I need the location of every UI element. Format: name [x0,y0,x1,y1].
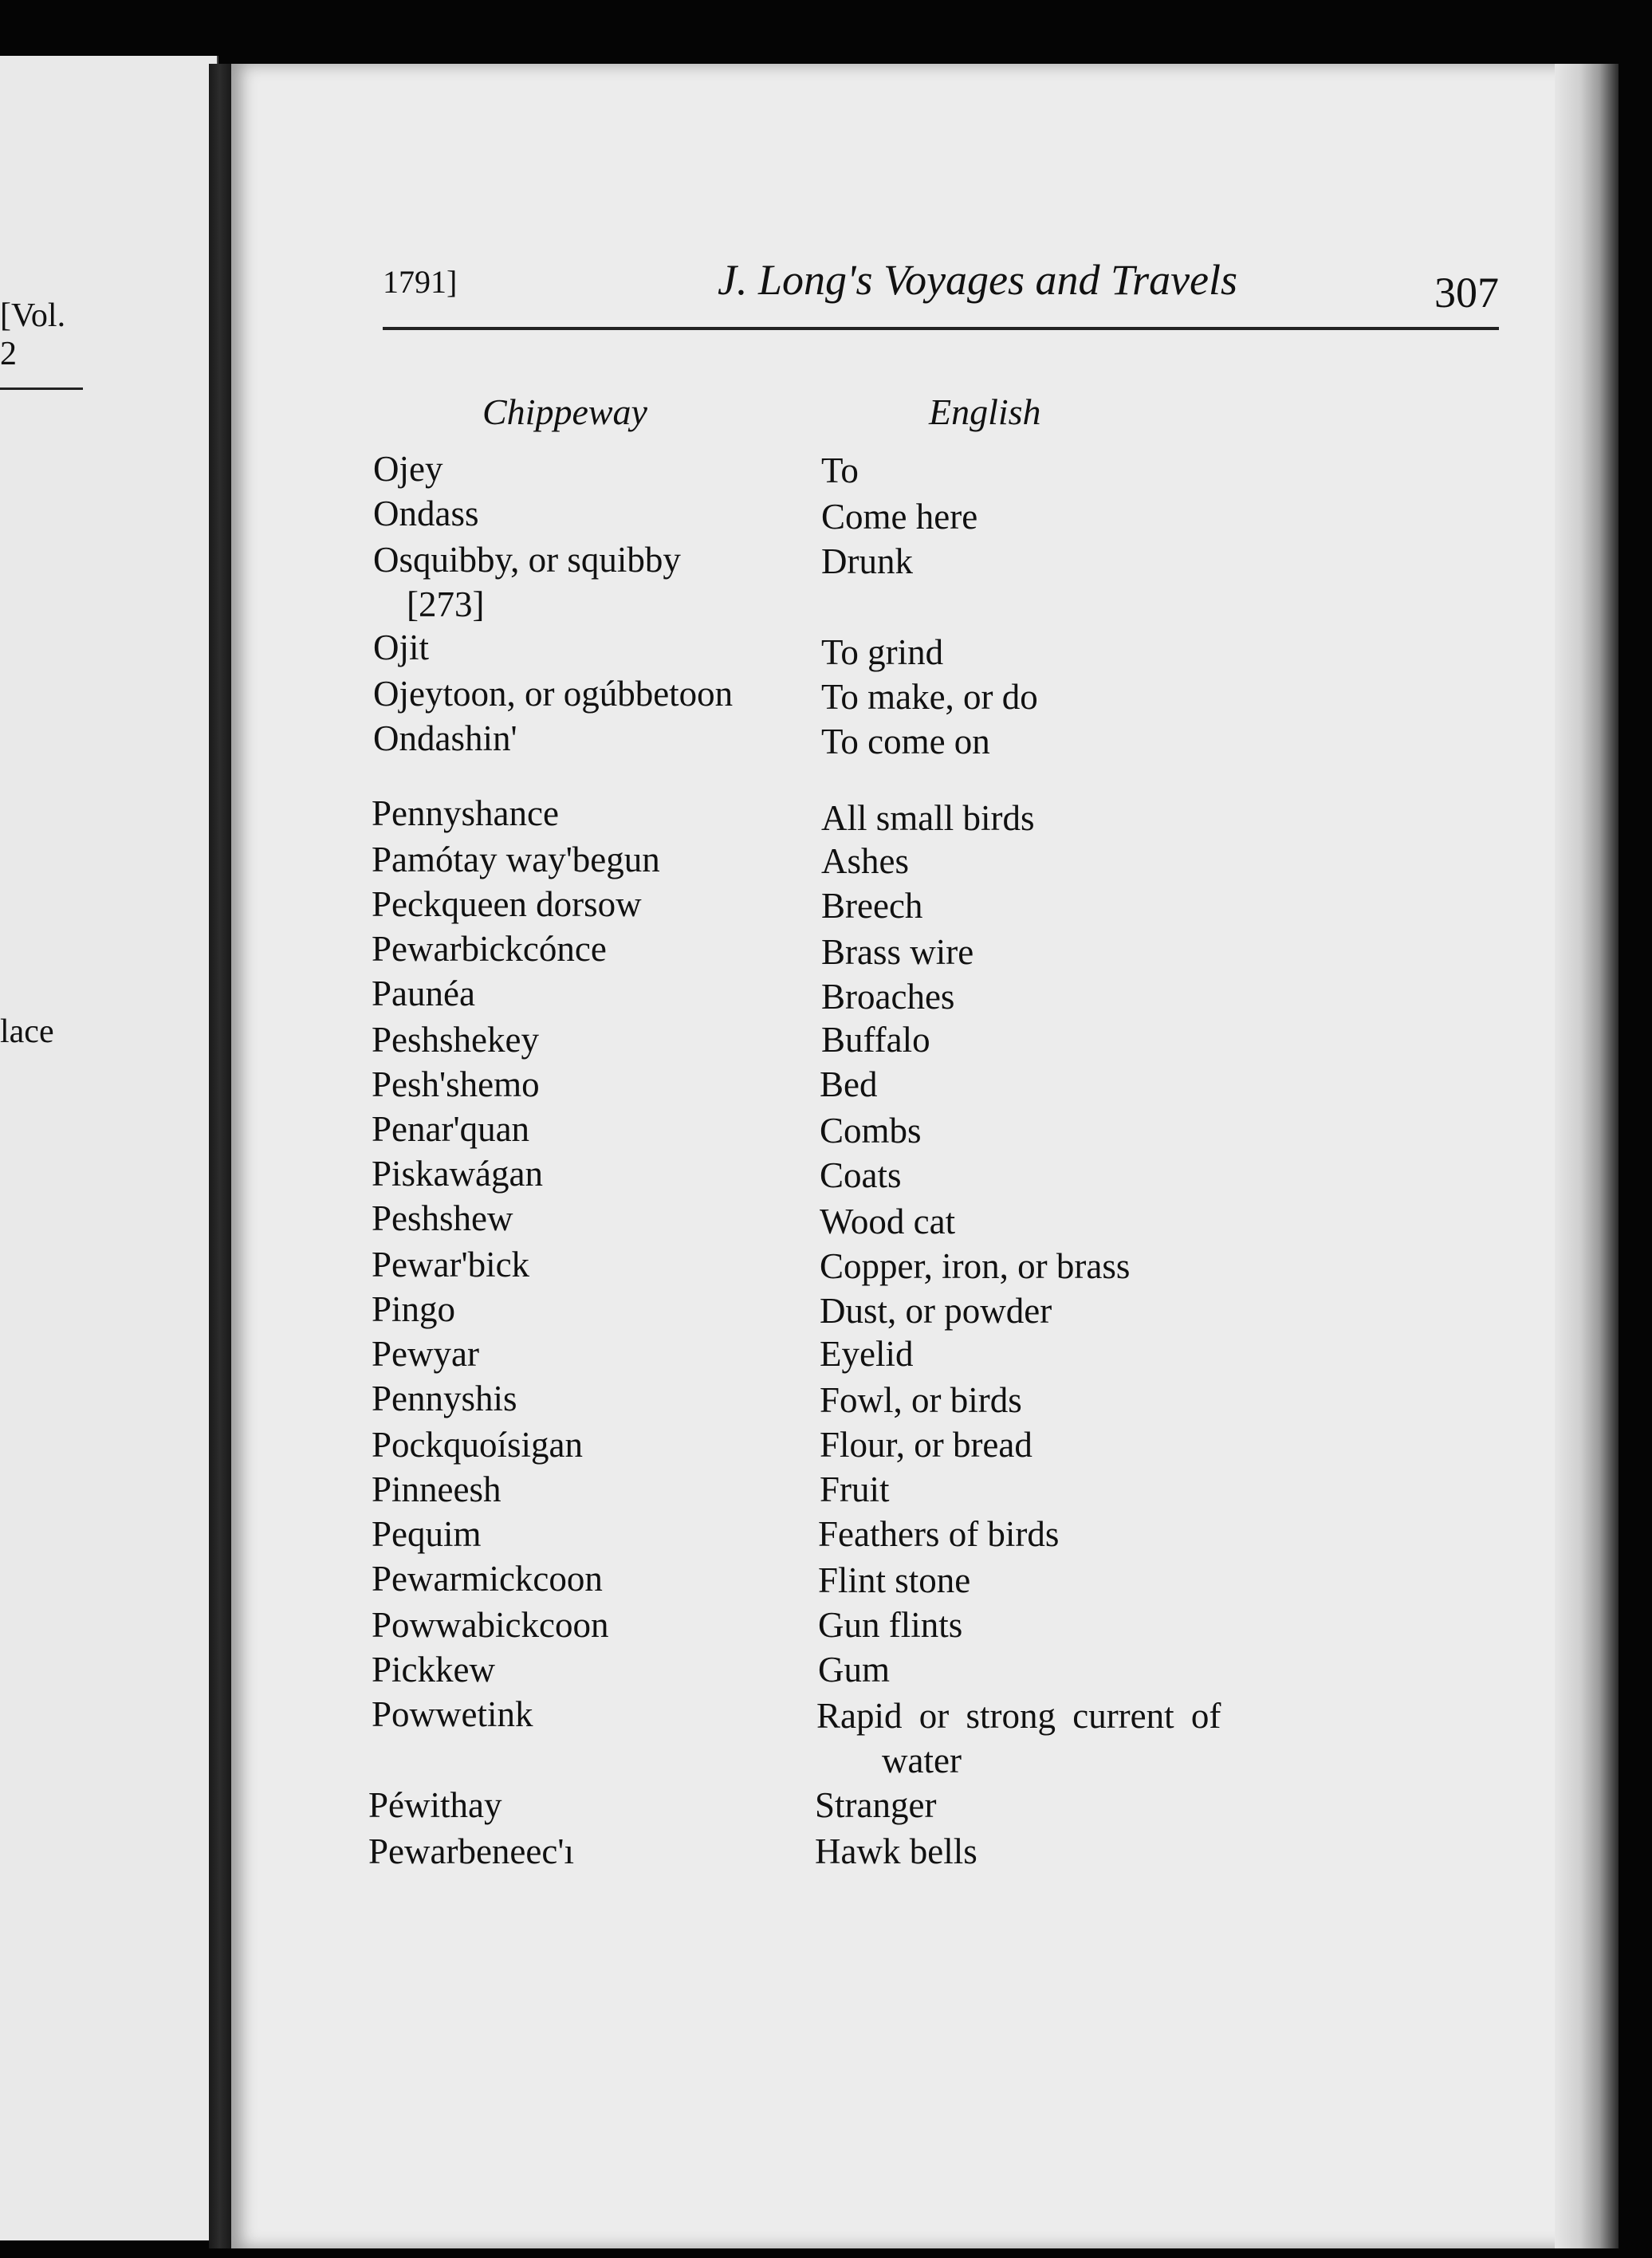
english-translation: Brass wire [821,932,974,972]
english-translation: Hawk bells [815,1831,977,1871]
chippeway-word: Penar'quan [372,1109,530,1149]
chippeway-word: Pewarbickcónce [372,929,607,969]
chippeway-word: Pamótay way'begun [372,840,660,879]
page-edge [1555,64,1619,2248]
english-translation: Stranger [815,1785,937,1825]
header-year: 1791] [383,264,458,300]
english-translation: Feathers of birds [818,1514,1060,1554]
previous-page [0,56,218,2240]
english-translation: To come on [821,722,990,761]
chippeway-word: Powwetink [372,1694,533,1734]
english-translation: Rapid or strong current of [816,1696,1221,1736]
chippeway-word: Ondass [373,494,479,533]
english-translation: Flour, or bread [820,1425,1032,1465]
chippeway-word: Pequim [372,1514,482,1554]
chippeway-word: Ojeytoon, or ogúbbetoon [373,674,734,714]
chippeway-word: Ojit [373,627,430,667]
column-heading-english: English [929,391,1041,432]
chippeway-word: Ojey [373,449,443,489]
chippeway-word: Pingo [372,1289,456,1329]
chippeway-word: Pennyshance [372,793,559,833]
chippeway-word: Pennyshis [372,1379,517,1418]
chippeway-word: Pockquoísigan [372,1425,583,1465]
chippeway-word: Pewarbeneec'ı [368,1831,574,1871]
chippeway-word: Pickkew [372,1650,495,1690]
english-translation: water [882,1741,962,1780]
english-translation: Fowl, or birds [820,1380,1022,1420]
chippeway-word: Pinneesh [372,1469,502,1509]
chippeway-word: Peshshekey [372,1020,539,1060]
english-translation: Flint stone [818,1560,971,1600]
english-translation: All small birds [821,798,1035,838]
chippeway-word: Pewyar [372,1334,479,1374]
chippeway-word: Paunéa [372,974,475,1013]
chippeway-word: [273] [407,584,485,624]
english-translation: Come here [821,497,978,537]
chippeway-word: Pewar'bick [372,1245,530,1284]
english-translation: Broaches [821,977,955,1017]
chippeway-word: Péwithay [368,1785,502,1825]
english-translation: To [821,450,859,490]
previous-page-text-fragment: lace [0,1013,54,1050]
english-translation: Gum [818,1650,890,1690]
english-translation: Buffalo [821,1020,930,1060]
english-translation: Drunk [821,541,913,581]
chippeway-word: Osquibby, or squibby [373,540,681,580]
chippeway-word: Powwabickcoon [372,1605,609,1645]
chippeway-word: Ondashin' [373,718,517,758]
english-translation: Copper, iron, or brass [820,1246,1131,1286]
english-translation: To grind [821,632,944,672]
english-translation: Eyelid [820,1334,914,1374]
english-translation: Wood cat [820,1202,956,1241]
english-translation: Fruit [820,1469,890,1509]
english-translation: Breech [821,886,923,926]
previous-page-volume-label: [Vol. 2 [0,297,83,390]
column-heading-chippeway: Chippeway [482,391,647,432]
page-number: 307 [1434,269,1499,317]
chippeway-word: Piskawágan [372,1154,543,1194]
english-translation: Bed [820,1064,878,1104]
english-translation: Ashes [821,841,909,881]
running-header [383,239,1499,330]
english-translation: Coats [820,1155,902,1195]
chippeway-word: Pesh'shemo [372,1064,540,1104]
chippeway-word: Peshshew [372,1198,513,1238]
chippeway-word: Pewarmickcoon [372,1559,603,1599]
english-translation: Combs [820,1111,922,1151]
current-page [231,64,1619,2248]
header-title: J. Long's Voyages and Travels [718,256,1238,304]
chippeway-word: Peckqueen dorsow [372,884,642,924]
english-translation: Gun flints [818,1605,963,1645]
english-translation: To make, or do [821,677,1038,717]
english-translation: Dust, or powder [820,1291,1052,1331]
